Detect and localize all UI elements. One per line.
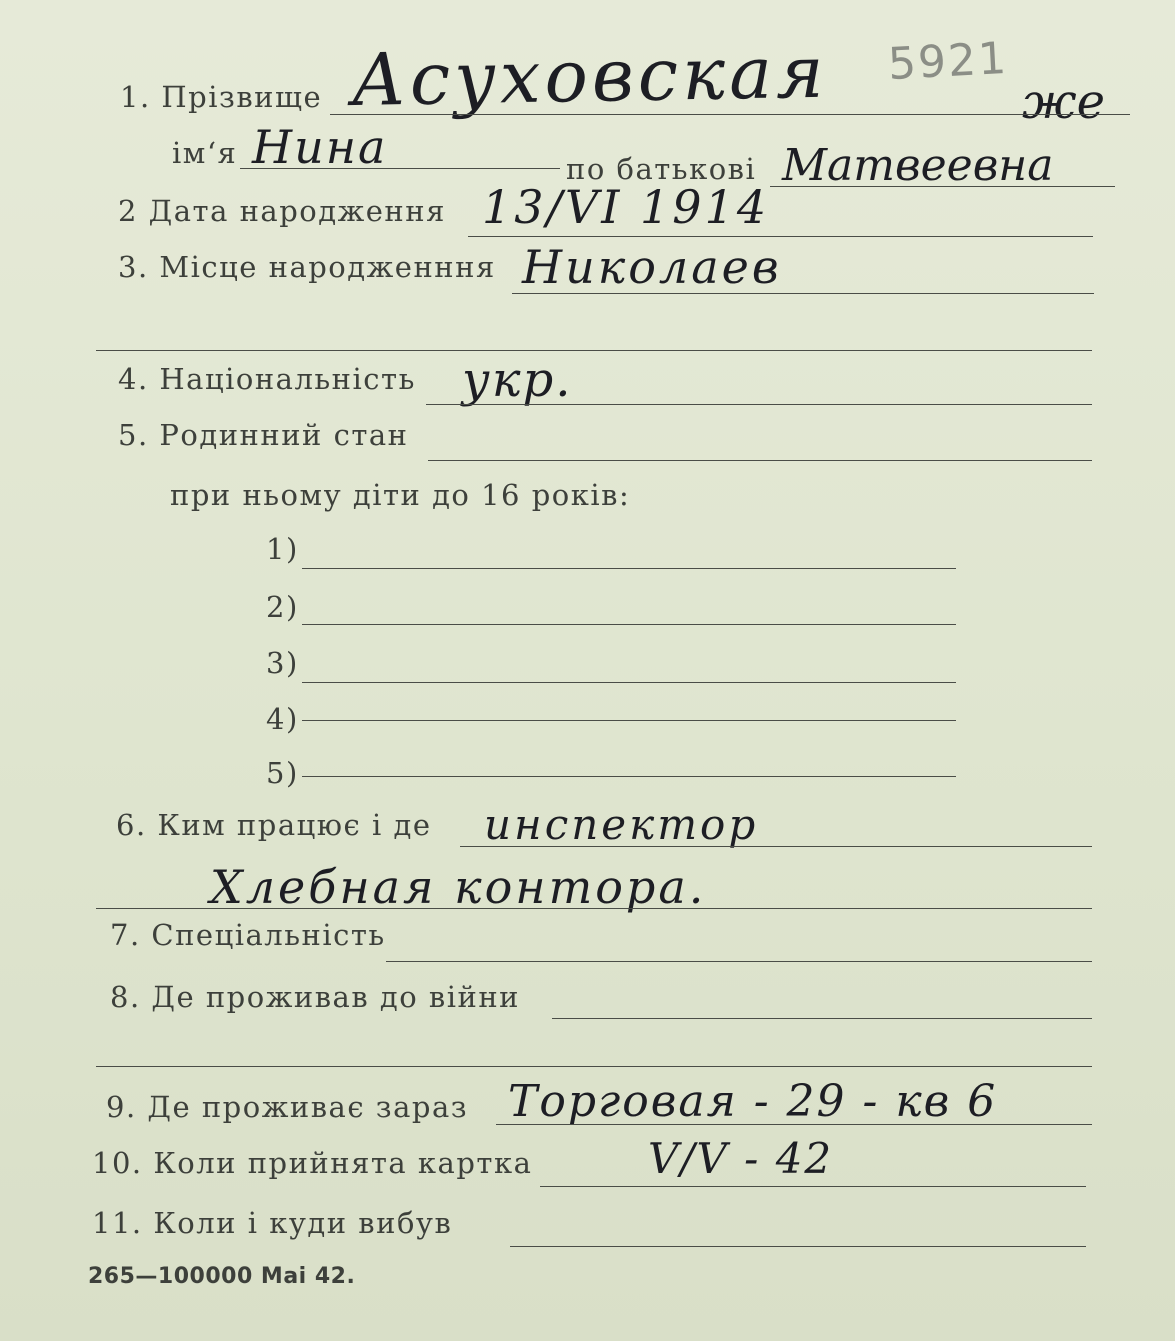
child-5-number: 5)	[266, 756, 299, 790]
birthdate-value: 13/VI 1914	[482, 180, 770, 234]
occupation-line-2	[96, 908, 1092, 909]
departure-label: 11. Коли і куди вибув	[92, 1206, 453, 1240]
prewar-residence-line-2	[96, 1066, 1092, 1067]
child-2-number: 2)	[266, 590, 299, 624]
patronymic-value: Матвеевна	[782, 140, 1054, 191]
children-label: при ньому діти до 16 років:	[170, 478, 631, 512]
archive-number: 5921	[886, 32, 1010, 91]
nationality-value: укр.	[462, 352, 573, 408]
occupation-value-1: инспектор	[484, 800, 759, 849]
nationality-line	[426, 404, 1092, 405]
child-5-line	[302, 776, 956, 777]
prewar-residence-line	[552, 1018, 1092, 1019]
child-3-line	[302, 682, 956, 683]
birthplace-label: 3. Місце народженння	[118, 250, 496, 284]
marital-status-line	[428, 460, 1092, 461]
print-code: 265—100000 Mai 42.	[88, 1264, 356, 1289]
child-4-number: 4)	[266, 702, 299, 736]
child-1-number: 1)	[266, 532, 299, 566]
card-accepted-value: V/V - 42	[648, 1134, 834, 1183]
child-1-line	[302, 568, 956, 569]
birthplace-line	[512, 293, 1094, 294]
surname-label: 1. Прізвище	[120, 80, 323, 114]
specialty-line	[386, 961, 1092, 962]
prewar-residence-label: 8. Де проживав до війни	[110, 980, 520, 1014]
nationality-label: 4. Національність	[118, 362, 416, 396]
birthplace-value: Николаев	[522, 240, 782, 294]
current-residence-value: Торговая - 29 - кв 6	[508, 1076, 998, 1127]
departure-line	[510, 1246, 1086, 1247]
surname-value: Асуховская	[350, 29, 829, 123]
child-3-number: 3)	[266, 646, 299, 680]
occupation-line	[460, 846, 1092, 847]
patronymic-line	[770, 186, 1115, 187]
occupation-value-2: Хлебная контора.	[210, 860, 707, 914]
name-label: ім‘я	[172, 136, 238, 170]
birthplace-line-2	[96, 350, 1092, 351]
name-line	[240, 168, 560, 169]
birthdate-label: 2 Дата народження	[118, 194, 446, 228]
specialty-label: 7. Спеціальність	[110, 918, 386, 952]
current-residence-label: 9. Де проживає зараз	[106, 1090, 469, 1124]
card-accepted-line	[540, 1186, 1086, 1187]
child-4-line	[302, 720, 956, 721]
surname-suffix: же	[1022, 74, 1105, 130]
current-residence-line	[496, 1124, 1092, 1125]
marital-status-label: 5. Родинний стан	[118, 418, 409, 452]
card-accepted-label: 10. Коли прийнята картка	[92, 1146, 533, 1180]
occupation-label: 6. Ким працює і де	[116, 808, 432, 842]
patronymic-label: по батькові	[566, 152, 757, 186]
name-value: Нина	[252, 120, 388, 174]
birthdate-line	[468, 236, 1093, 237]
child-2-line	[302, 624, 956, 625]
surname-line	[330, 114, 1130, 115]
